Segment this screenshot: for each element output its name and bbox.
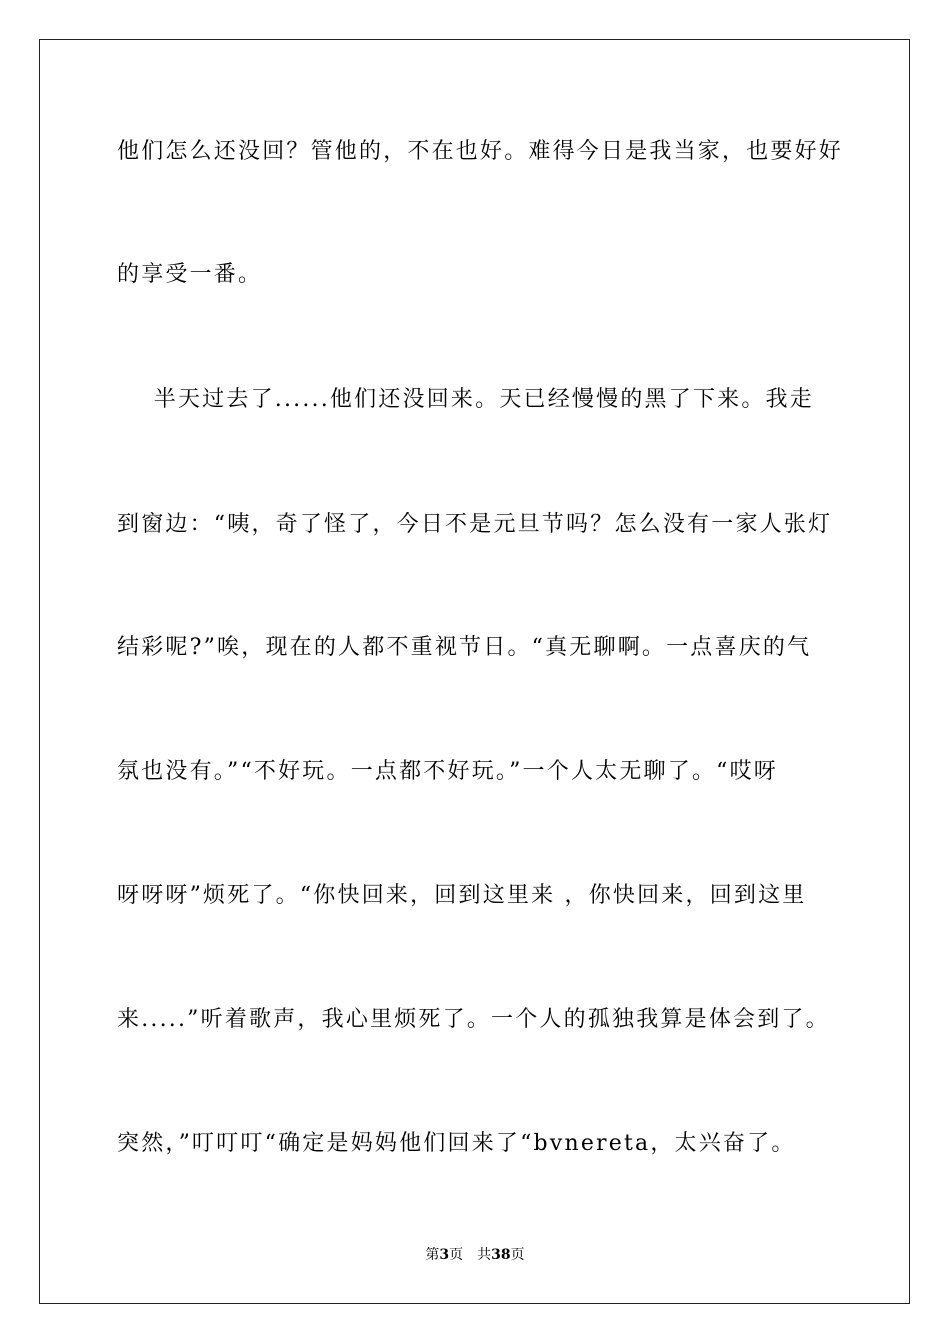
page-footer	[0, 1246, 950, 1264]
text-line: 氛也没有。”“不好玩。一点都不好玩。”一个人太无聊了。“哎呀	[117, 759, 778, 784]
text-line: 突然，”叮叮叮“确定是妈妈他们回来了“bvnereta，太兴奋了。	[117, 1131, 796, 1156]
text-line: 结彩呢?”唉，现在的人都不重视节日。“真无聊啊。一点喜庆的气	[117, 635, 812, 660]
text-line: 他们怎么还没回？管他的，不在也好。难得今日是我当家，也要好好	[117, 139, 844, 164]
page-current: 3	[439, 1247, 450, 1263]
page-mid: 页 共	[449, 1247, 492, 1263]
text-line: 半天过去了......他们还没回来。天已经慢慢的黑了下来。我走	[117, 387, 814, 412]
text-line: 来.....”听着歌声，我心里烦死了。一个人的孤独我算是体会到了。	[117, 1007, 830, 1032]
text-line: 呀呀呀”烦死了。“你快回来，回到这里来 ，你快回来，回到这里	[117, 883, 807, 908]
text-line: 的享受一番。	[117, 262, 263, 287]
page-total: 38	[491, 1247, 511, 1263]
page-border	[39, 39, 910, 1304]
text-line: 到窗边：“咦，奇了怪了，今日不是元旦节吗？怎么没有一家人张灯	[117, 512, 833, 537]
page-suffix: 页	[510, 1247, 525, 1263]
page-prefix: 第	[425, 1247, 440, 1263]
